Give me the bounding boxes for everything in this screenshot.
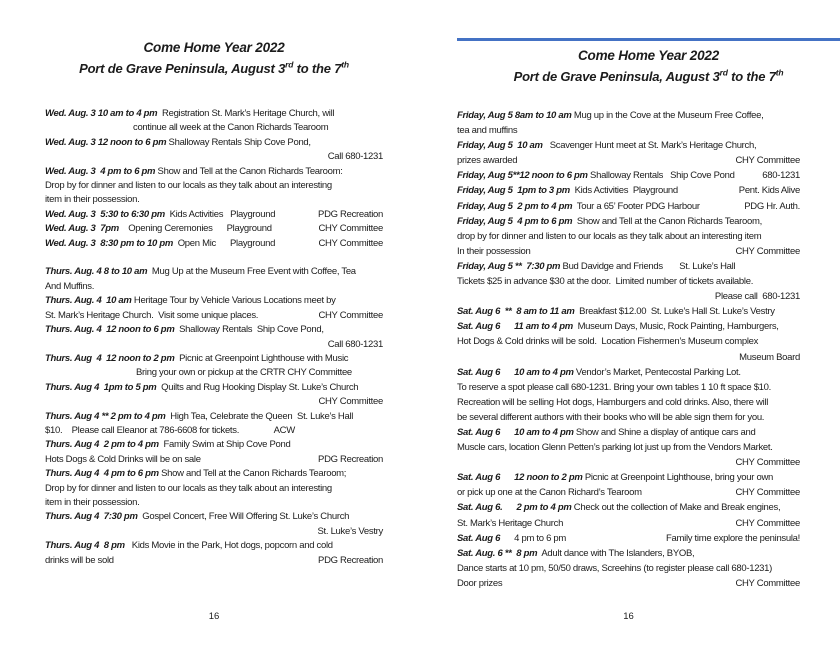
event-datetime: Sat. Aug 6 12 noon to 2 pm [457, 472, 583, 484]
event-text-left: Wed. Aug. 3 8:30 pm to 10 pm Open Mic Playground [45, 237, 276, 249]
event-text-left: Drop by for dinner and listen to our locals as they talk about an interesting [45, 180, 332, 192]
event-datetime: Thurs. Aug. 4 8 to 10 am [45, 266, 148, 278]
event-text-left: or pick up one at the Canon Richard’s Tearoom [457, 487, 642, 499]
schedule-line [45, 381, 383, 395]
event-text-left: Sat. Aug. 6 ** 8 pm Adult dance with The Islanders, BYOB, [457, 547, 695, 559]
event-text-left: Sat. Aug 6 4 pm to 6 pm [457, 532, 566, 544]
event-organizer: CHY Committee [318, 237, 383, 249]
schedule-line [45, 165, 383, 179]
event-text-left: Sat. Aug 6 10 am to 4 pm Vendor’s Market, Pentecostal Parking Lot. [457, 366, 741, 378]
event-text-left: $10. Please call Eleanor at 786-6608 for tickets. ACW [45, 424, 295, 436]
schedule-line [45, 424, 383, 438]
event-datetime: Wed. Aug. 3 7pm [45, 223, 119, 235]
event-organizer: CHY Committee [735, 487, 800, 499]
event-text-left: Wed. Aug. 3 10 am to 4 pm Registration St. Mark’s Heritage Church, will [45, 108, 335, 119]
schedule-line [45, 251, 383, 265]
schedule-line [45, 496, 383, 510]
event-text-left: Hot Dogs & Cold drinks will be sold. Location Fishermen’s Museum complex [457, 336, 759, 348]
schedule-line [457, 334, 800, 349]
schedule-line [45, 280, 383, 294]
schedule-line [457, 410, 800, 425]
event-text-left: drinks will be sold [45, 554, 114, 566]
event-text-left: Door prizes [457, 577, 503, 589]
schedule-line [457, 183, 800, 198]
event-text-left: continue all week at the Canon Richards Tearoom [133, 122, 329, 134]
schedule-line [45, 107, 383, 121]
event-datetime: Friday, Aug 5 ** 7:30 pm [457, 260, 561, 272]
schedule-line [45, 366, 383, 380]
schedule-line [45, 323, 383, 337]
event-organizer: CHY Committee [735, 577, 800, 589]
event-organizer: PDG Recreation [318, 453, 383, 465]
schedule-line [457, 304, 800, 319]
event-text-left: Wed. Aug. 3 12 noon to 6 pm Shalloway Rentals Ship Cove Pond, [45, 136, 311, 148]
schedule-line [457, 138, 800, 153]
event-text-left: Sat. Aug 6 ** 8 am to 11 am Breakfast $12.00 St. Luke’s Hall St. Luke’s Vestry [457, 306, 775, 318]
event-text-left: Thurs. Aug 4 12 noon to 2 pm Picnic at Greenpoint Lighthouse with Music [45, 352, 349, 364]
schedule-line [457, 470, 800, 485]
event-organizer: Call 680-1231 [327, 151, 383, 163]
event-datetime: Sat. Aug 6. 2 pm to 4 pm [457, 502, 572, 514]
schedule-line [457, 516, 800, 531]
schedule-line [457, 380, 800, 395]
schedule-line [457, 168, 800, 183]
event-datetime: Friday, Aug 5 8am to 10 am [457, 110, 572, 121]
event-organizer: CHY Committee [735, 457, 800, 469]
event-text-left: Friday, Aug 5 1pm to 3 pm Kids Activities Playground [457, 185, 678, 197]
event-organizer: 680-1231 [762, 170, 800, 182]
event-datetime: Thurs. Aug. 4 10 am [45, 295, 132, 307]
schedule-line [45, 136, 383, 150]
event-text-left: Bring your own or pickup at the CRTR CHY Committee [136, 367, 352, 379]
schedule-line [457, 425, 800, 440]
event-organizer: PDG Recreation [318, 554, 383, 566]
event-datetime: Wed. Aug. 3 8:30 pm to 10 pm [45, 237, 174, 249]
event-text-left: Sat. Aug 6 10 am to 4 pm Show and Shine a display of antique cars and [457, 426, 756, 438]
schedule-line [45, 222, 383, 236]
schedule-line [45, 467, 383, 481]
event-text-left: item in their possession. [45, 194, 140, 206]
schedule-line [457, 350, 800, 365]
schedule-line [45, 309, 383, 323]
subtitle-text: to the 7 [727, 69, 776, 84]
subtitle-text: Port de Grave Peninsula, August 3 [79, 61, 286, 76]
event-organizer: CHY Committee [318, 396, 383, 408]
event-datetime: Wed. Aug. 3 4 pm to 6 pm [45, 165, 156, 177]
schedule-line [457, 576, 800, 591]
schedule-line [45, 294, 383, 308]
schedule-line [45, 179, 383, 193]
event-text-left: Dance starts at 10 pm, 50/50 draws, Screehins (to register please call 680-1231) [457, 562, 773, 574]
event-text-left: Wed. Aug. 3 7pm Opening Ceremonies Playground [45, 223, 272, 235]
event-text-left: Sat. Aug 6 12 noon to 2 pm Picnic at Greenpoint Lighthouse, bring your own [457, 472, 773, 484]
schedule-line [457, 561, 800, 576]
event-text-left: Friday, Aug 5 2 pm to 4 pm Tour a 65’ Footer PDG Harbour [457, 200, 700, 212]
schedule-line [45, 338, 383, 352]
schedule-line [457, 274, 800, 289]
event-text-left: Thurs. Aug 4 1pm to 5 pm Quilts and Rug Hooking Display St. Luke’s Church [45, 381, 359, 393]
schedule-line [457, 319, 800, 334]
schedule-line [457, 199, 800, 214]
blue-divider-line [457, 38, 840, 41]
page-number: 16 [208, 611, 220, 622]
event-datetime: Thurs. Aug. 4 12 noon to 6 pm [45, 324, 175, 336]
event-text-left: Friday, Aug 5 4 pm to 6 pm Show and Tell at the Canon Richards Tearoom, [457, 215, 762, 227]
event-organizer: CHY Committee [318, 223, 383, 235]
event-datetime: Thurs. Aug 4 1pm to 5 pm [45, 381, 157, 393]
schedule-line [457, 244, 800, 259]
event-datetime: Sat. Aug 6 11 am to 4 pm [457, 321, 573, 333]
subtitle-text: Port de Grave Peninsula, August 3 [513, 69, 720, 84]
event-text-left: Friday, Aug 5 ** 7:30 pm Bud Davidge and Friends St. Luke’s Hall [457, 260, 736, 272]
event-text-left: Friday, Aug 5 8am to 10 am Mug up in the Cove at the Museum Free Coffee, [457, 110, 764, 121]
left-page [45, 0, 383, 649]
event-text-left: Sat. Aug 6. 2 pm to 4 pm Check out the collection of Make and Break engines, [457, 502, 781, 514]
schedule-line [45, 395, 383, 409]
event-datetime: Sat. Aug. 6 ** 8 pm [457, 547, 538, 559]
event-text-left: And Muffins. [45, 280, 95, 292]
event-text-left: Thurs. Aug. 4 12 noon to 6 pm Shalloway Rentals Ship Cove Pond, [45, 324, 324, 336]
ordinal-suffix: th [775, 67, 784, 78]
left-page-body [45, 107, 383, 568]
event-text-left: Muscle cars, location Glenn Petten’s parking lot just up from the Vendors Market. [457, 442, 773, 454]
event-organizer: CHY Committee [735, 155, 800, 167]
subtitle-text: to the 7 [293, 61, 342, 76]
schedule-line [45, 525, 383, 539]
event-datetime: Thurs. Aug 4 ** 2 pm to 4 pm [45, 410, 166, 422]
schedule-line [457, 229, 800, 244]
event-datetime: Sat. Aug 6 10 am to 4 pm [457, 426, 574, 438]
schedule-line [457, 531, 800, 546]
schedule-line [45, 438, 383, 452]
schedule-line [457, 485, 800, 500]
schedule-line [45, 510, 383, 524]
event-text-left: Wed. Aug. 3 4 pm to 6 pm Show and Tell at the Canon Richards Tearoom: [45, 165, 343, 177]
schedule-line [457, 123, 800, 138]
schedule-line [457, 395, 800, 410]
schedule-line [45, 121, 383, 135]
page-number: 16 [623, 611, 634, 622]
event-text-left: tea and muffins [457, 125, 518, 137]
event-text-left: Wed. Aug. 3 5:30 to 6:30 pm Kids Activities Playground [45, 208, 276, 220]
schedule-line [457, 546, 800, 561]
event-datetime: Friday, Aug 5 1pm to 3 pm [457, 185, 570, 197]
event-text-left: In their possession [457, 245, 531, 257]
event-text-left: drop by for dinner and listen to our locals as they talk about an interesting item [457, 230, 762, 242]
schedule-line [45, 554, 383, 568]
event-datetime: Wed. Aug. 3 12 noon to 6 pm [45, 136, 167, 148]
event-datetime: Sat. Aug 6 10 am to 4 pm [457, 366, 574, 378]
event-text-left [45, 251, 47, 265]
event-datetime: Thurs. Aug 4 4 pm to 6 pm [45, 468, 159, 480]
event-datetime: Friday, Aug 5**12 noon to 6 pm [457, 170, 588, 182]
event-datetime: Wed. Aug. 3 5:30 to 6:30 pm [45, 208, 165, 220]
event-text-left: be several different authors with their books who will be able sign them for you. [457, 411, 765, 423]
event-datetime: Thurs. Aug 4 12 noon to 2 pm [45, 352, 175, 364]
schedule-line [457, 108, 800, 123]
schedule-line [457, 289, 800, 304]
event-text-left: St. Mark’s Heritage Church. Visit some unique places. [45, 309, 259, 321]
schedule-line [45, 208, 383, 222]
event-datetime: Friday, Aug 5 4 pm to 6 pm [457, 215, 573, 227]
event-text-left: Sat. Aug 6 11 am to 4 pm Museum Days, Music, Rock Painting, Hamburgers, [457, 321, 779, 333]
ordinal-suffix: th [341, 59, 349, 70]
schedule-line [457, 500, 800, 515]
event-text-left: Drop by for dinner and listen to our locals as they talk about an interesting [45, 482, 332, 494]
schedule-line [457, 455, 800, 470]
event-text-left: To reserve a spot please call 680-1231. Bring your own tables 1 10 ft space $10. [457, 381, 771, 393]
event-text-left: Thurs. Aug 4 7:30 pm Gospel Concert, Free Will Offering St. Luke’s Church [45, 511, 350, 523]
schedule-line [45, 352, 383, 366]
event-datetime: Thurs. Aug 4 2 pm to 4 pm [45, 439, 159, 451]
right-page [457, 0, 840, 649]
event-text-left: item in their possession. [45, 496, 140, 508]
event-organizer: Call 680-1231 [327, 338, 383, 350]
event-text-left: Thurs. Aug 4 4 pm to 6 pm Show and Tell at the Canon Richards Tearoom; [45, 468, 347, 480]
ordinal-suffix: rd [285, 59, 294, 70]
event-organizer: CHY Committee [735, 245, 800, 257]
schedule-line [45, 482, 383, 496]
schedule-line [457, 153, 800, 168]
schedule-line [45, 539, 383, 553]
event-text-left: Recreation will be selling Hot dogs, Hamburgers and cold drinks. Also, there will [457, 396, 768, 408]
ordinal-suffix: rd [719, 67, 728, 78]
event-organizer: Museum Board [739, 351, 800, 363]
event-datetime: Friday, Aug 5 2 pm to 4 pm [457, 200, 573, 212]
event-text-left: Friday, Aug 5 10 am Scavenger Hunt meet at St. Mark’s Heritage Church, [457, 140, 757, 152]
event-organizer: CHY Committee [735, 517, 800, 529]
schedule-line [45, 453, 383, 467]
event-organizer: Please call 680-1231 [714, 291, 800, 303]
page-subtitle [45, 61, 383, 76]
schedule-line [457, 365, 800, 380]
page-title: Come Home Year 2022 [143, 40, 285, 55]
event-text-left: prizes awarded [457, 155, 518, 167]
event-datetime: Thurs. Aug 4 7:30 pm [45, 511, 138, 523]
schedule-line [45, 237, 383, 251]
page-title: Come Home Year 2022 [577, 48, 720, 63]
event-organizer: PDG Recreation [318, 208, 383, 220]
schedule-line [457, 214, 800, 229]
event-organizer: St. Luke’s Vestry [317, 525, 383, 537]
schedule-line [457, 259, 800, 274]
event-text-left: Tickets $25 in advance $30 at the door. Limited number of tickets available. [457, 276, 754, 288]
event-text-left: Thurs. Aug. 4 10 am Heritage Tour by Vehicle Various Locations meet by [45, 295, 336, 307]
page-subtitle [457, 69, 840, 84]
schedule-line [45, 193, 383, 207]
event-datetime: Sat. Aug 6 [457, 532, 501, 544]
event-text-left: Thurs. Aug 4 2 pm to 4 pm Family Swim at Ship Cove Pond [45, 439, 291, 451]
event-organizer: PDG Hr. Auth. [744, 200, 800, 212]
event-text-left: Friday, Aug 5**12 noon to 6 pm Shalloway Rentals Ship Cove Pond [457, 170, 735, 182]
event-organizer: Family time explore the peninsula! [666, 532, 800, 544]
event-text-left: Thurs. Aug 4 8 pm Kids Movie in the Park, Hot dogs, popcorn and cold [45, 540, 333, 552]
event-datetime: Thurs. Aug 4 8 pm [45, 540, 125, 552]
event-organizer: Pent. Kids Alive [738, 185, 800, 197]
schedule-line [45, 410, 383, 424]
schedule-line [45, 150, 383, 164]
event-text-left: Thurs. Aug 4 ** 2 pm to 4 pm High Tea, Celebrate the Queen St. Luke’s Hall [45, 410, 354, 422]
event-text-left: Thurs. Aug. 4 8 to 10 am Mug Up at the Museum Free Event with Coffee, Tea [45, 266, 356, 278]
event-datetime: Sat. Aug 6 ** 8 am to 11 am [457, 306, 575, 318]
event-organizer: CHY Committee [318, 309, 383, 321]
event-datetime: Friday, Aug 5 10 am [457, 140, 543, 152]
event-text-left: St. Mark’s Heritage Church [457, 517, 564, 529]
schedule-line [45, 265, 383, 279]
event-datetime: Wed. Aug. 3 10 am to 4 pm [45, 108, 158, 119]
right-page-body [457, 108, 800, 591]
schedule-line [457, 440, 800, 455]
event-text-left: Hots Dogs & Cold Drinks will be on sale [45, 453, 201, 465]
